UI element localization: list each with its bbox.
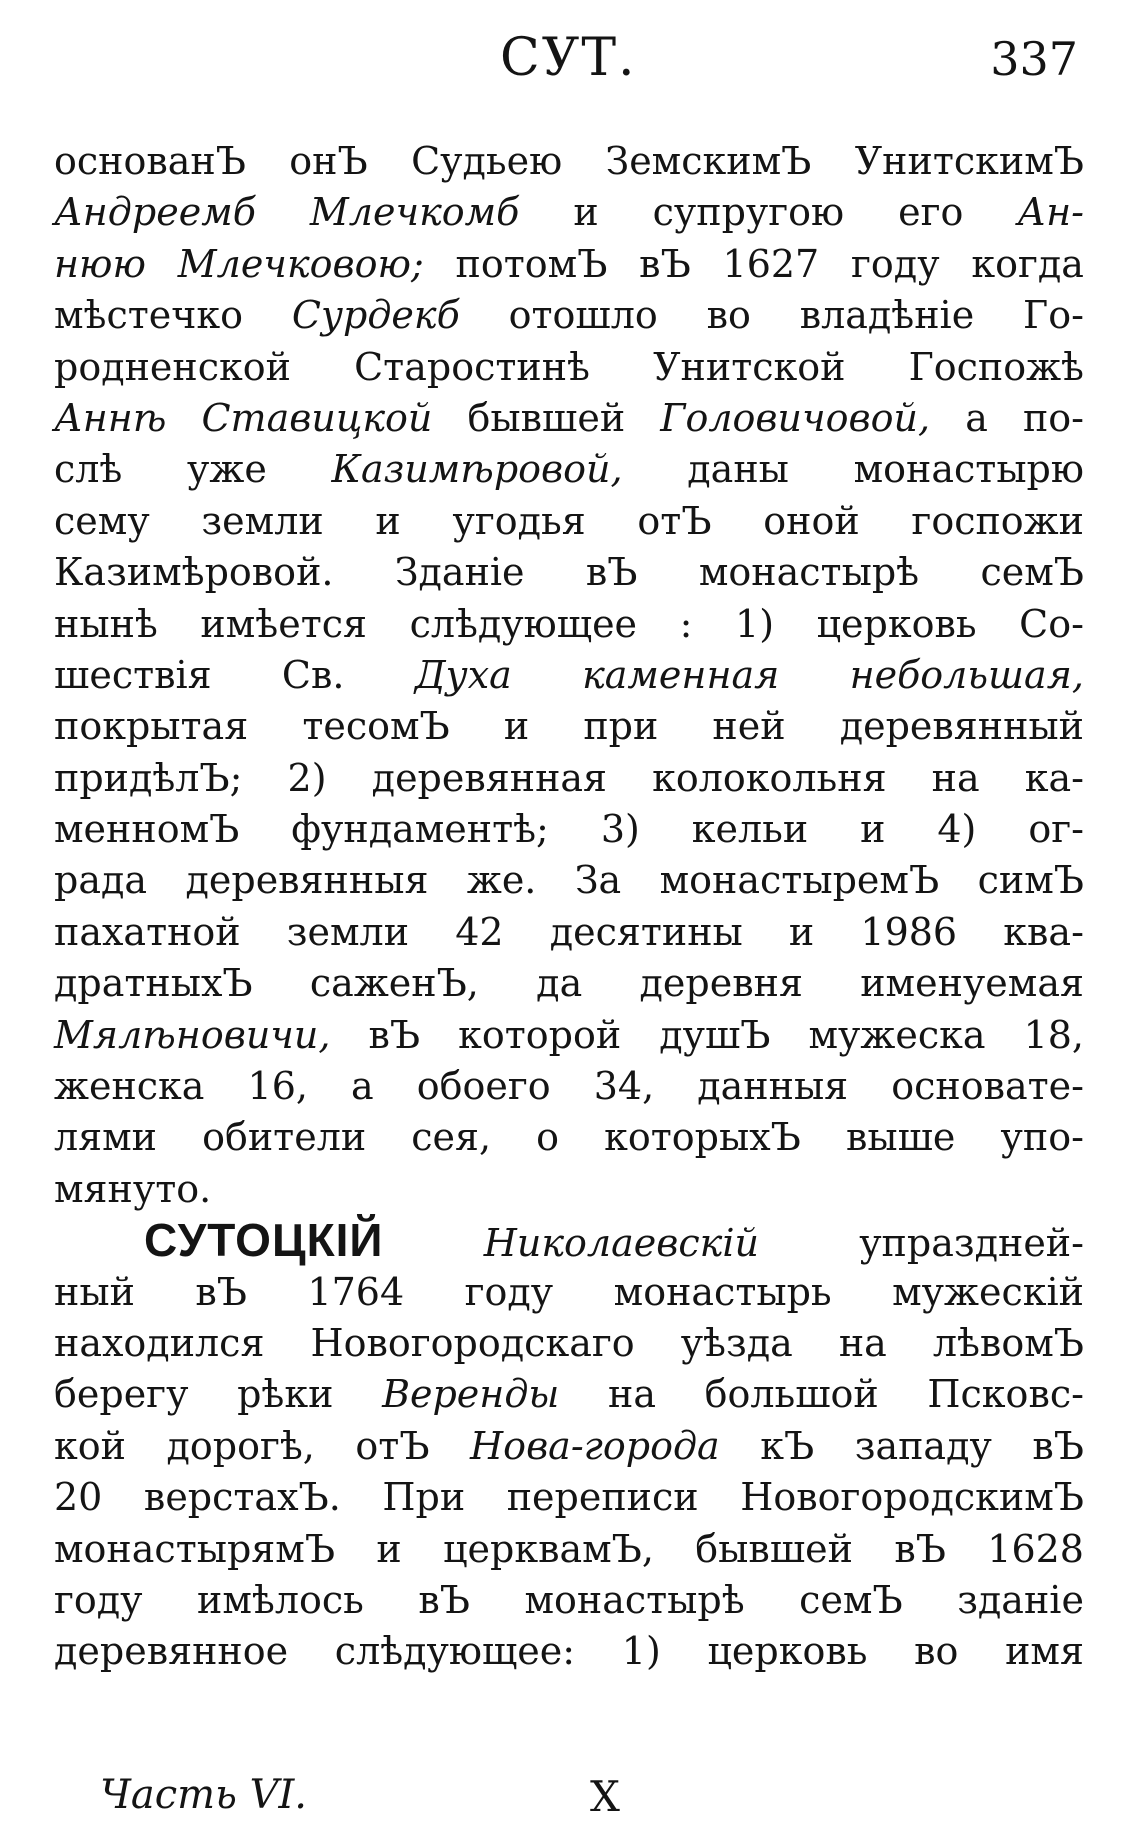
word: находился xyxy=(54,1320,265,1365)
word: мужеска xyxy=(808,1012,986,1057)
word: году xyxy=(851,241,940,286)
word: саженЪ, xyxy=(309,961,479,1006)
word: оной xyxy=(763,498,860,543)
word: когда xyxy=(971,241,1084,286)
word: Св. xyxy=(281,652,345,697)
word: СУТОЦКІЙ xyxy=(144,1214,384,1267)
word: госпожи xyxy=(911,498,1084,543)
text-line xyxy=(54,290,1084,341)
word: уѣзда xyxy=(680,1320,793,1365)
word: основанЪ xyxy=(54,139,246,183)
word: менномЪ xyxy=(54,807,240,852)
word: кой xyxy=(54,1423,126,1468)
text-line xyxy=(54,1575,1084,1626)
word: сему xyxy=(54,498,150,543)
word: по- xyxy=(1022,395,1084,440)
word: семЪ xyxy=(980,550,1084,595)
word: НовогородскимЪ xyxy=(740,1475,1084,1520)
word: деревня xyxy=(639,961,803,1006)
word: 18, xyxy=(1023,1012,1084,1057)
word: Нова-города xyxy=(470,1423,720,1468)
word: сея, xyxy=(411,1115,492,1160)
word: бывшей xyxy=(467,395,626,440)
word: рѣки xyxy=(237,1372,334,1417)
word: земли xyxy=(201,498,324,543)
word: году xyxy=(464,1269,554,1314)
word: ог- xyxy=(1028,807,1084,852)
text-line xyxy=(54,753,1084,804)
word: монастырямЪ xyxy=(54,1526,336,1571)
word: бывшей xyxy=(695,1526,853,1571)
text-line xyxy=(54,1524,1084,1575)
word: Аннѣ xyxy=(54,395,167,440)
word: : xyxy=(679,601,693,646)
text-line xyxy=(54,1421,1084,1472)
text-line xyxy=(54,599,1084,650)
text-line xyxy=(54,444,1084,495)
word: 20 xyxy=(54,1475,103,1520)
word: небольшая, xyxy=(849,652,1084,697)
word: же. xyxy=(466,858,537,903)
word: Со- xyxy=(1019,601,1084,646)
word: мѣстечко xyxy=(54,293,244,338)
word: дратныхЪ xyxy=(54,961,253,1006)
text-line xyxy=(54,650,1084,701)
word: и xyxy=(375,498,401,543)
word: которой xyxy=(458,1012,622,1057)
word: ный xyxy=(54,1269,135,1314)
word: угодья xyxy=(452,498,586,543)
word: вЪ xyxy=(418,1577,470,1622)
word: кельи xyxy=(691,807,809,852)
word: слѣдующее: xyxy=(334,1629,576,1674)
word: ква- xyxy=(1003,909,1084,954)
word: обители xyxy=(202,1115,367,1160)
word: о xyxy=(536,1115,560,1160)
word: во xyxy=(914,1629,959,1674)
word: За xyxy=(574,858,622,903)
text-line xyxy=(54,393,1084,444)
word: да xyxy=(536,961,583,1006)
word: выше xyxy=(845,1115,956,1160)
word: онЪ xyxy=(289,139,368,183)
word: 1) xyxy=(621,1629,661,1674)
text-line xyxy=(54,1369,1084,1420)
page-header xyxy=(0,28,1140,98)
word: Ан- xyxy=(1017,190,1084,235)
word: Духа xyxy=(414,652,512,697)
text-line xyxy=(54,907,1084,958)
word: большой xyxy=(704,1372,879,1417)
word: Судьею xyxy=(411,139,563,183)
word: нынѣ xyxy=(54,601,158,646)
word: мужескій xyxy=(892,1269,1084,1314)
word: данныя xyxy=(697,1064,849,1109)
word: при xyxy=(583,704,659,749)
word: 1627 xyxy=(722,241,820,286)
text-line xyxy=(54,547,1084,598)
word: упраздней- xyxy=(859,1221,1084,1266)
text-line xyxy=(54,1061,1084,1112)
word: Зданіе xyxy=(394,550,525,595)
word: Сурдекб xyxy=(291,293,460,338)
word: и xyxy=(573,190,599,235)
page-body-text xyxy=(54,136,1084,1678)
word: обоего xyxy=(416,1064,551,1109)
text-line xyxy=(54,804,1084,855)
text-line xyxy=(54,1215,1084,1266)
word: его xyxy=(898,190,964,235)
word: а xyxy=(351,1064,374,1109)
word: зданіе xyxy=(957,1577,1084,1622)
word: нюю xyxy=(54,241,146,286)
word: ка- xyxy=(1024,755,1084,800)
word: имя xyxy=(1005,1629,1084,1674)
word: каменная xyxy=(582,652,780,697)
word: монастыремЪ xyxy=(659,858,940,903)
word: и xyxy=(376,1526,402,1571)
word: на xyxy=(838,1320,887,1365)
word: берегу xyxy=(54,1372,189,1417)
word: переписи xyxy=(506,1475,699,1520)
word: 34, xyxy=(593,1064,655,1109)
word: вЪ xyxy=(894,1526,946,1571)
text-line xyxy=(54,1164,1084,1215)
word: вЪ xyxy=(639,241,691,286)
word: на xyxy=(931,755,980,800)
word: 16, xyxy=(247,1064,308,1109)
word: отЪ xyxy=(637,498,712,543)
volume-part-label: Часть VI. xyxy=(100,1772,307,1818)
text-line xyxy=(54,342,1084,393)
text-line xyxy=(54,701,1084,752)
word: 3) xyxy=(600,807,640,852)
word: Старостинѣ xyxy=(354,344,590,389)
word: Головичовой, xyxy=(660,395,931,440)
word: имѣлось xyxy=(197,1577,364,1622)
word: потомЪ xyxy=(455,241,608,286)
word: семЪ xyxy=(799,1577,903,1622)
word: упо- xyxy=(1000,1115,1084,1160)
word: душЪ xyxy=(659,1012,771,1057)
word: даны xyxy=(687,447,789,492)
word: 1764 xyxy=(307,1269,405,1314)
printer-signature-mark: X xyxy=(590,1772,620,1821)
word: мянуто. xyxy=(54,1166,212,1211)
text-line xyxy=(54,136,1084,187)
word: и xyxy=(788,909,815,954)
word: фундаментѣ; xyxy=(291,807,549,852)
word: 2) xyxy=(287,755,327,800)
word: деревянныя xyxy=(185,858,429,903)
word: 42 xyxy=(455,909,504,954)
word: Казимѣровой. xyxy=(54,550,334,595)
word: 1) xyxy=(735,601,775,646)
word: десятины xyxy=(549,909,743,954)
word: покрытая xyxy=(54,704,249,749)
word: Го- xyxy=(1023,293,1084,338)
word: тесомЪ xyxy=(302,704,450,749)
word: 1986 xyxy=(860,909,958,954)
word: При xyxy=(382,1475,466,1520)
running-head: СУТ. xyxy=(500,28,637,88)
word: отошло xyxy=(508,293,658,338)
word: отЪ xyxy=(355,1423,430,1468)
word: женска xyxy=(54,1064,205,1109)
word: Новогородскаго xyxy=(310,1320,635,1365)
text-line xyxy=(54,1010,1084,1061)
word: рада xyxy=(54,858,148,903)
word: шествія xyxy=(54,652,212,697)
word: церковь xyxy=(816,601,977,646)
word: монастырѣ xyxy=(524,1577,745,1622)
word: монастырь xyxy=(613,1269,832,1314)
page-footer xyxy=(0,1772,1140,1832)
word: ЗемскимЪ xyxy=(605,139,812,183)
word: лѣвомЪ xyxy=(932,1320,1084,1365)
word: именуемая xyxy=(860,961,1084,1006)
word: слѣ xyxy=(54,447,123,492)
word: Млечкомб xyxy=(309,190,520,235)
text-line xyxy=(54,1112,1084,1163)
word: на xyxy=(608,1372,656,1417)
word: Госпожѣ xyxy=(908,344,1084,389)
word: земли xyxy=(286,909,410,954)
word: родненской xyxy=(54,344,291,389)
word: Ставицкой xyxy=(201,395,433,440)
word: Веренды xyxy=(382,1372,560,1417)
text-line xyxy=(54,1318,1084,1369)
word: которыхЪ xyxy=(604,1115,801,1160)
word: Казимѣровой, xyxy=(331,447,623,492)
word: вЪ xyxy=(1032,1423,1084,1468)
page-number: 337 xyxy=(990,32,1078,86)
word: Николаевскій xyxy=(483,1221,759,1266)
word: Мялѣновичи, xyxy=(54,1012,331,1057)
word: а xyxy=(965,395,988,440)
word: дорогѣ, xyxy=(166,1423,315,1468)
word: Псковс- xyxy=(927,1372,1084,1417)
word: монастырю xyxy=(853,447,1084,492)
text-line xyxy=(54,1472,1084,1523)
word: вЪ xyxy=(585,550,638,595)
word: кЪ xyxy=(760,1423,815,1468)
word: церквамЪ, xyxy=(443,1526,654,1571)
text-line xyxy=(54,187,1084,238)
word: году xyxy=(54,1577,143,1622)
word: пахатной xyxy=(54,909,241,954)
text-line xyxy=(54,496,1084,547)
word: 4) xyxy=(937,807,977,852)
text-line xyxy=(54,239,1084,290)
word: вЪ xyxy=(195,1269,247,1314)
text-line xyxy=(54,855,1084,906)
word: монастырѣ xyxy=(698,550,920,595)
word: деревянная xyxy=(371,755,608,800)
word: Андреемб xyxy=(54,190,256,235)
word: и xyxy=(860,807,886,852)
word: основате- xyxy=(891,1064,1084,1109)
word: лями xyxy=(54,1115,157,1160)
word: и xyxy=(503,704,530,749)
word: во xyxy=(706,293,751,338)
word: Унитской xyxy=(653,344,846,389)
word: владѣніе xyxy=(799,293,975,338)
text-line xyxy=(54,1267,1084,1318)
word: колокольня xyxy=(652,755,887,800)
word: западу xyxy=(854,1423,992,1468)
word: имѣется xyxy=(200,601,367,646)
word: верстахЪ. xyxy=(143,1475,341,1520)
text-line xyxy=(54,958,1084,1009)
word: супругою xyxy=(652,190,845,235)
word: уже xyxy=(187,447,267,492)
word: УнитскимЪ xyxy=(854,139,1084,183)
word: симЪ xyxy=(977,858,1084,903)
word: ней xyxy=(712,704,786,749)
word: вЪ xyxy=(368,1012,421,1057)
word: 1628 xyxy=(987,1526,1084,1571)
word: деревянное xyxy=(54,1629,289,1674)
word: Млечковою; xyxy=(177,241,424,286)
word: деревянный xyxy=(839,704,1084,749)
word: слѣдующее xyxy=(409,601,638,646)
text-line xyxy=(54,1626,1084,1677)
word: церковь xyxy=(707,1629,868,1674)
word: придѣлЪ; xyxy=(54,755,243,800)
